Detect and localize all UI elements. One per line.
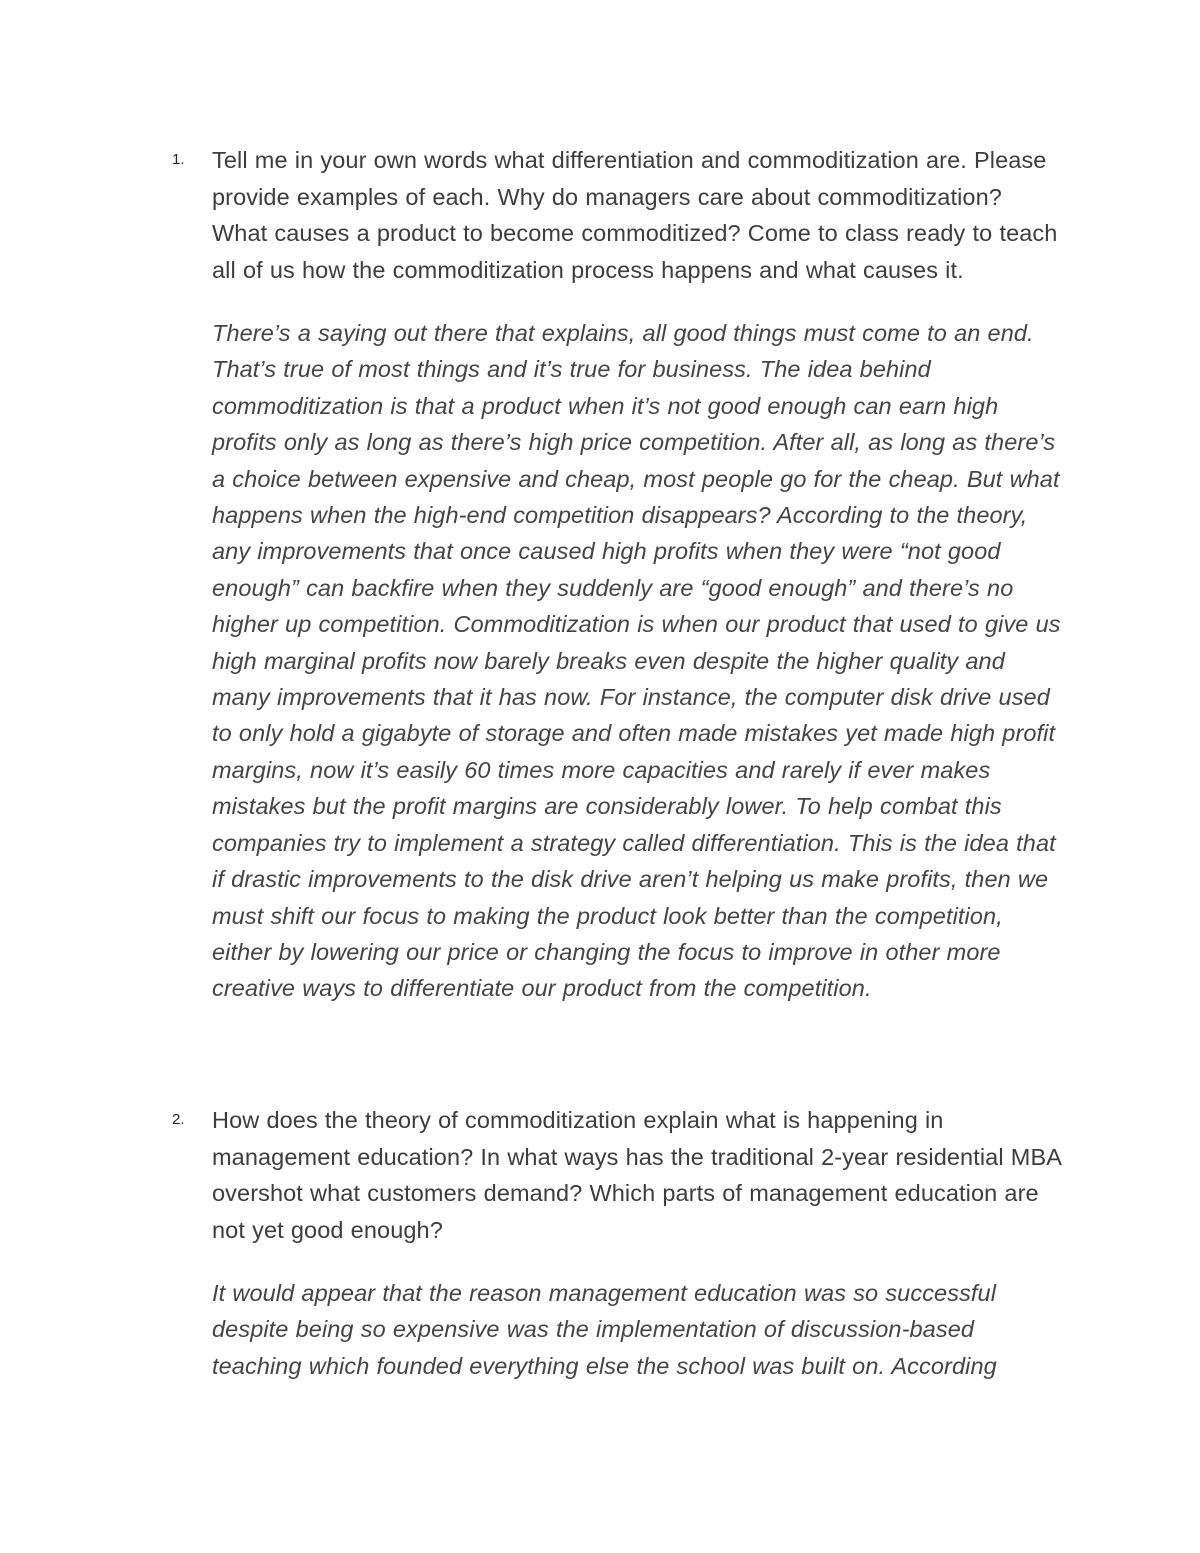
list-item (172, 142, 1062, 1007)
item-number: 1. (172, 151, 185, 168)
question-text: How does the theory of commoditization explain what is happening in management education? In what ways has the traditional 2-year residential MBA overshot what customers demand? Which parts of management education are not yet good enough? (212, 1107, 1061, 1243)
question-text: Tell me in your own words what differentiation and commoditization are. Please provide examples of each. Why do managers care about commoditization? What causes a product to become commoditized? Come to class ready to teach all of us how the commoditization process happens and what causes it. (212, 147, 1058, 283)
answer-text: There’s a saying out there that explains, all good things must come to an end. That’s true of most things and it’s true for business. The idea behind commoditization is that a product when it’s not good enough can earn high profits only as long as there’s high price competition. After all, as long as there’s a choice between expensive and cheap, most people go for the cheap. But what happens when the high-end competition disappears? According to the theory, any improvements that once caused high profits when they were “not good enough” can backfire when they suddenly are “good enough” and there’s no higher up competition. Commoditization is when our product that used to give us high marginal profits now barely breaks even despite the higher quality and many improvements that it has now. For instance, the computer disk drive used to only hold a gigabyte of storage and often made mistakes yet made high profit margins, now it’s easily 60 times more capacities and rarely if ever makes mistakes but the profit margins are considerably lower. To help combat this companies try to implement a strategy called differentiation. This is the idea that if drastic improvements to the disk drive aren’t helping us make profits, then we must shift our focus to making the product look better than the competition, either by lowering our price or changing the focus to improve in other more creative ways to differentiate our product from the competition. (212, 320, 1061, 1002)
item-number: 2. (172, 1111, 185, 1128)
answer-text: It would appear that the reason management education was so successful despite being so expensive was the implementation of discussion-based teaching which founded everything else the school was built on. According (212, 1280, 997, 1379)
list-item (172, 1102, 1062, 1384)
